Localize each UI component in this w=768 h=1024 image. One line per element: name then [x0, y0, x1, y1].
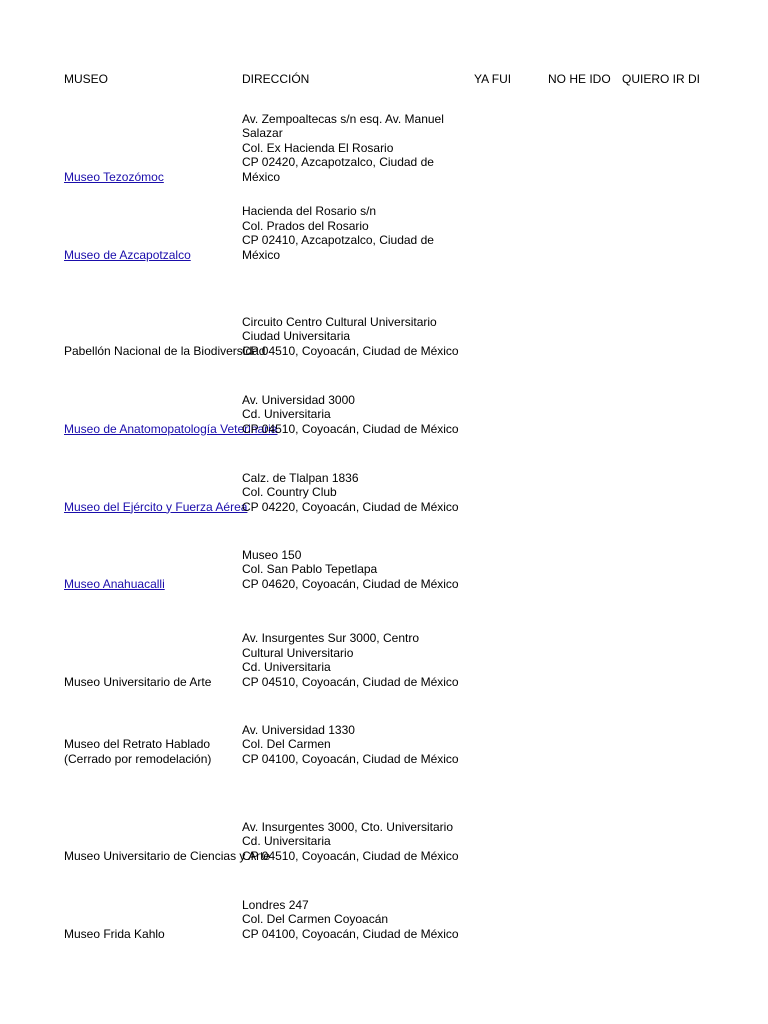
museum-link[interactable]: Museo Anahuacalli [64, 576, 165, 591]
museum-name-cell [64, 343, 266, 359]
address-line: Ciudad Universitaria [242, 329, 351, 343]
table-row [0, 601, 768, 689]
address-line: Col. Prados del Rosario [242, 218, 369, 233]
address-cell [242, 315, 474, 359]
table-row [0, 776, 768, 863]
address-line: Col. Country Club [242, 485, 337, 499]
table-row [0, 272, 768, 358]
address-line: CP 04510, Coyoacán, Ciudad de México [242, 343, 459, 358]
museum-name: Museo del Retrato Hablado (Cerrado por remodelación) [64, 737, 212, 766]
address-line: Col. Del Carmen Coyoacán [242, 912, 389, 926]
address-line: Calz. de Tlalpan 1836 [242, 470, 359, 485]
museum-name-cell [64, 577, 240, 592]
table-row [0, 873, 768, 941]
address-line: Col. San Pablo Tepetlapa [242, 562, 378, 576]
address-line: CP 02420, Azcapotzalco, Ciudad de [242, 155, 434, 169]
address-line: Salazar [242, 126, 283, 140]
address-line: Av. Insurgentes Sur 3000, Centro [242, 631, 419, 645]
address-line: Av. Zempoaltecas s/n esq. Av. Manuel [242, 111, 444, 126]
museum-name: Museo Frida Kahlo [64, 926, 165, 941]
museum-name-cell [64, 848, 271, 864]
address-line: Cd. Universitaria [242, 834, 331, 848]
museum-link[interactable]: Museo Tezozómoc [64, 169, 164, 184]
table-row [0, 699, 768, 766]
header-no-he-ido: NO HE IDO [548, 72, 611, 86]
address-line: Museo 150 [242, 547, 302, 562]
address-line: Cd. Universitaria [242, 407, 331, 421]
address-line: Av. Insurgentes 3000, Cto. Universitario [242, 819, 453, 834]
address-line: Cd. Universitaria [242, 660, 331, 674]
table-row [0, 524, 768, 591]
museum-name: Museo Universitario de Arte [64, 674, 212, 689]
address-line: Av. Universidad 3000 [242, 392, 355, 407]
address-line: CP 04510, Coyoacán, Ciudad de México [242, 421, 459, 436]
museum-link[interactable]: Museo de Azcapotzalco [64, 247, 191, 262]
museum-name-cell [64, 737, 240, 766]
address-line: México [242, 247, 281, 262]
table-row [0, 446, 768, 514]
address-cell [242, 204, 474, 262]
address-cell [242, 631, 474, 689]
table-row [0, 100, 768, 184]
address-cell [242, 723, 474, 767]
address-cell [242, 820, 474, 864]
museum-name-cell [64, 675, 240, 690]
museum-link[interactable]: Museo de Anatomopatología Veterinaria [64, 421, 278, 436]
address-line: CP 04100, Coyoacán, Ciudad de México [242, 751, 459, 766]
address-line: CP 04510, Coyoacán, Ciudad de México [242, 848, 459, 863]
address-line: CP 02410, Azcapotzalco, Ciudad de [242, 233, 434, 247]
address-line: CP 04100, Coyoacán, Ciudad de México [242, 926, 459, 941]
address-line: Circuito Centro Cultural Universitario [242, 314, 437, 329]
museum-name-cell [64, 927, 240, 942]
header-museo: MUSEO [64, 72, 109, 86]
table-row [0, 368, 768, 436]
address-line: Col. Ex Hacienda El Rosario [242, 140, 394, 155]
table-row [0, 192, 768, 262]
address-line: CP 04620, Coyoacán, Ciudad de México [242, 576, 459, 591]
address-line: México [242, 169, 281, 184]
address-line: CP 04510, Coyoacán, Ciudad de México [242, 674, 459, 689]
museum-name: Museo Universitario de Ciencias y Arte [64, 848, 271, 863]
address-line: Av. Universidad 1330 [242, 722, 355, 737]
address-cell [242, 112, 474, 185]
museum-name-cell [64, 170, 240, 185]
museum-link[interactable]: Museo del Ejército y Fuerza Aérea [64, 499, 248, 514]
address-cell [242, 471, 474, 515]
address-line: Hacienda del Rosario s/n [242, 204, 377, 218]
header-direccion: DIRECCIÓN [242, 72, 310, 86]
museum-name-cell [64, 421, 278, 437]
address-cell [242, 898, 474, 942]
address-line: Londres 247 [242, 897, 309, 912]
address-line: Col. Del Carmen [242, 737, 331, 751]
museum-name-cell [64, 248, 240, 263]
address-cell [242, 548, 474, 592]
header-quiero-ir: QUIERO IR DI [622, 72, 701, 86]
address-cell [242, 393, 474, 437]
address-line: Cultural Universitario [242, 645, 354, 660]
museum-name: Pabellón Nacional de la Biodiversidad [64, 343, 266, 358]
address-line: CP 04220, Coyoacán, Ciudad de México [242, 499, 459, 514]
museum-name-cell [64, 499, 248, 515]
header-ya-fui: YA FUI [474, 72, 512, 86]
